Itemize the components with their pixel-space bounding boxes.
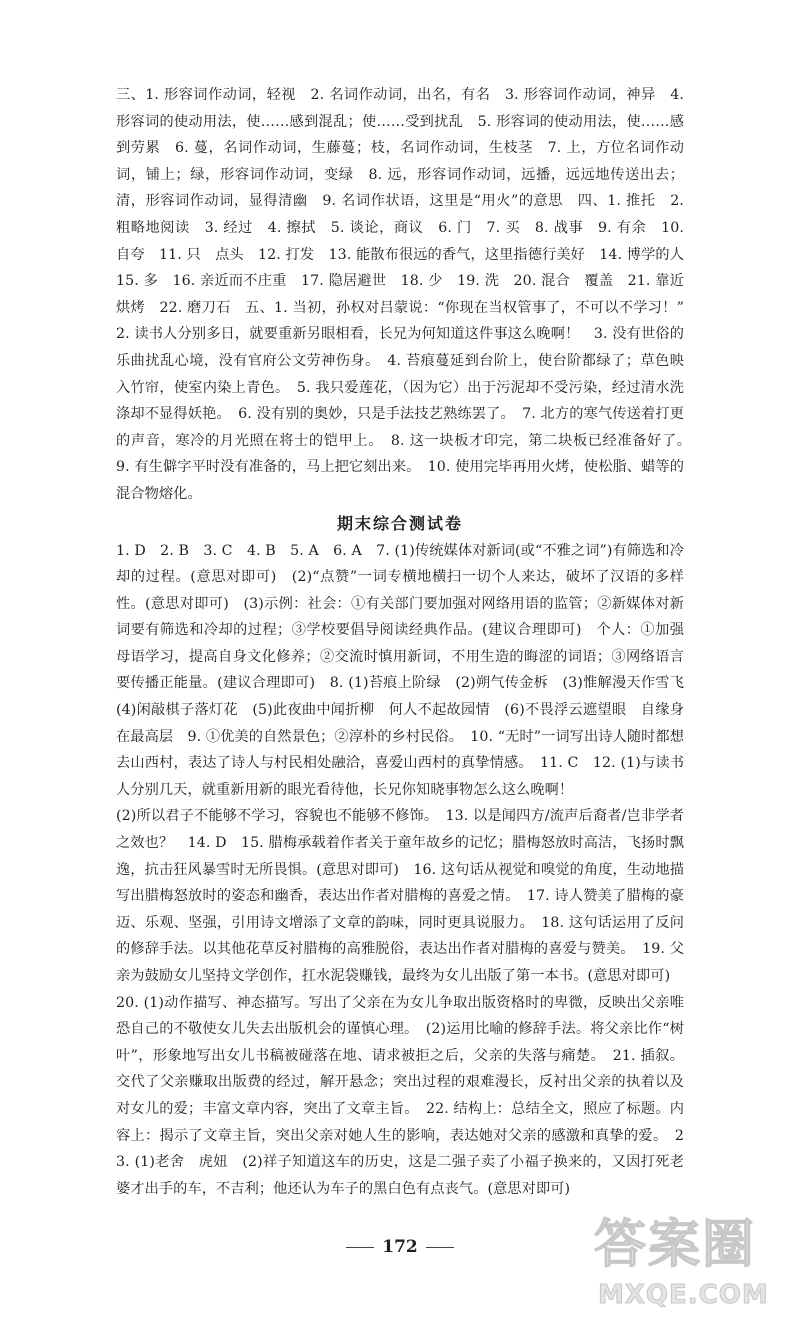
section-title: 期末综合测试卷	[336, 513, 463, 533]
footer-dash-right	[426, 1247, 454, 1248]
watermark-url-text: MXQE.COM	[598, 1280, 769, 1310]
answer-paragraph: 三、1. 形容词作动词，轻视 2. 名词作动词，出名，有名 3. 形容词作动词，神异 4. 形容词的使动用法，使……感到混乱；使……受到扰乱 5. 形容词的使动用法，使……感到劳累 6. 蔓，名词作动词，生藤蔓；枝，名词作动词，生枝茎 7. 上，方位名词作动词，铺上；绿，形容词作动词，变绿 8. 远，形容词作动词，远播，远远地传送出去；清，形容词作动词，显得清幽 9. 名词作状语，这里是“用火”的意思 四、1. 推托 2. 粗略地阅读 3. 经过 4. 擦拭 5. 谈论，商议 6. 门 7. 买 8. 战事 9. 有余 10. 自夸 11. 只 点头 12. 打发 13. 能散布很远的香气，这里指德行美好 14. 博学的人 15. 多 16. 亲近而不庄重 17. 隐居避世 18. 少 19. 洗 20. 混合 覆盖 21. 靠近 烘烤 22. 磨刀石 五、1. 当初，孙权对吕蒙说：“你现在当权管事了，不可以不学习！” 2. 读书人分别多日，就要重新另眼相看，长兄为何知道这件事这么晚啊！ 3. 没有世俗的乐曲扰乱心境，没有官府公文劳神伤身。 4. 苔痕蔓延到台阶上，使台阶都绿了；草色映入竹帘，使室内染上青色。 5. 我只爱莲花，（因为它）出于污泥却不受污染，经过清水洗涤却不显得妖艳。 6. 没有别的奥妙，只是手法技艺熟练罢了。 7. 北方的寒气传送着打更的声音，寒冷的月光照在将士的铠甲上。 8. 这一块板才印完，第二块板已经准备好了。 9. 有生僻字平时没有准备的，马上把它刻出来。 10. 使用完毕再用火烤，使松脂、蜡等的混合物熔化。	[116, 87, 699, 502]
site-watermark	[582, 1202, 782, 1314]
section-final-exam	[116, 510, 699, 1203]
answer-paragraph: 20. (1)动作描写、神态描写。写出了父亲在为女儿争取出版资格时的卑微，反映出父亲唯恐自己的不敬使女儿失去出版机会的谨慎心理。 (2)运用比喻的修辞手法。将父亲比作“树叶”，形象地写出女儿书稿被碰落在地、请求被拒之后，父亲的失落与痛楚。 21. 插叙。交代了父亲赚取出版费的经过，解开悬念；突出过程的艰难漫长，反衬出父亲的执着以及对女儿的爱；丰富文章内容，突出了文章主旨。 22. 结构上：总结全文，照应了标题。内容上：揭示了文章主旨，突出父亲对她人生的影响，表达她对父亲的感激和真挚的爱。 23. (1)老舍 虎妞 (2)祥子知道这车的历史，这是二强子卖了小福子换来的，又因打死老婆才出手的车，不吉利；他还认为车子的黑白色有点丧气。(意思对即可)	[116, 994, 684, 1197]
watermark-logo-text: 答案圈	[594, 1215, 757, 1275]
section-classical-chinese-answers	[116, 82, 699, 508]
answer-paragraph: (2)所以君子不能够不学习，容貌也不能够不修饰。 13. 以是闻四方/流声后裔者/岂非学者之效也？ 14. D 15. 腊梅承载着作者关于童年故乡的记忆；腊梅怒放时高洁，飞扬时飘逸，抗击狂风暴雪时无所畏惧。(意思对即可) 16. 这句话从视觉和嗅觉的角度，生动地描写出腊梅怒放时的姿态和幽香，表达出作者对腊梅的喜爱之情。 17. 诗人赞美了腊梅的豪迈、乐观、坚强，引用诗文增添了文章的韵味，同时更具说服力。 18. 这句话运用了反问的修辞手法。以其他花草反衬腊梅的高雅脱俗，表达出作者对腊梅的喜爱与赞美。 19. 父亲为鼓励女儿坚持文学创作，扛水泥袋赚钱，最终为女儿出版了第一本书。(意思对即可)	[116, 808, 684, 984]
page-number: 172	[382, 1237, 418, 1257]
answer-paragraph: 1. D 2. B 3. C 4. B 5. A 6. A 7. (1)传统媒体对新词(或“不雅之词”)有筛选和冷却的过程。(意思对即可) (2)“点赞”一词专横地横扫一切个人来达，破坏了汉语的多样性。(意思对即可) (3)示例：社会：①有关部门要加强对网络用语的监管；②新媒体对新词要有筛选和冷却的过程；③学校要倡导阅读经典作品。(建议合理即可) 个人：①加强母语学习，提高自身文化修养；②交流时慎用新词，不用生造的晦涩的词语；③网络语言要传播正能量。(建议合理即可) 8. (1)苔痕上阶绿 (2)朔气传金柝 (3)惟解漫天作雪飞 (4)闲敲棋子落灯花 (5)此夜曲中闻折柳 何人不起故园情 (6)不畏浮云遮望眼 自缘身在最高层 9. ①优美的自然景色；②淳朴的乡村民俗。 10. “无时”一词写出诗人随时都想去山西村，表达了诗人与村民相处融洽，喜爱山西村的真挚情感。 11. C 12. (1)与读书人分别几天，就重新用新的眼光看待他，长兄你知晓事物怎么这么晚啊！	[116, 542, 699, 798]
answer-page	[116, 82, 699, 1202]
footer-dash-left	[346, 1247, 374, 1248]
